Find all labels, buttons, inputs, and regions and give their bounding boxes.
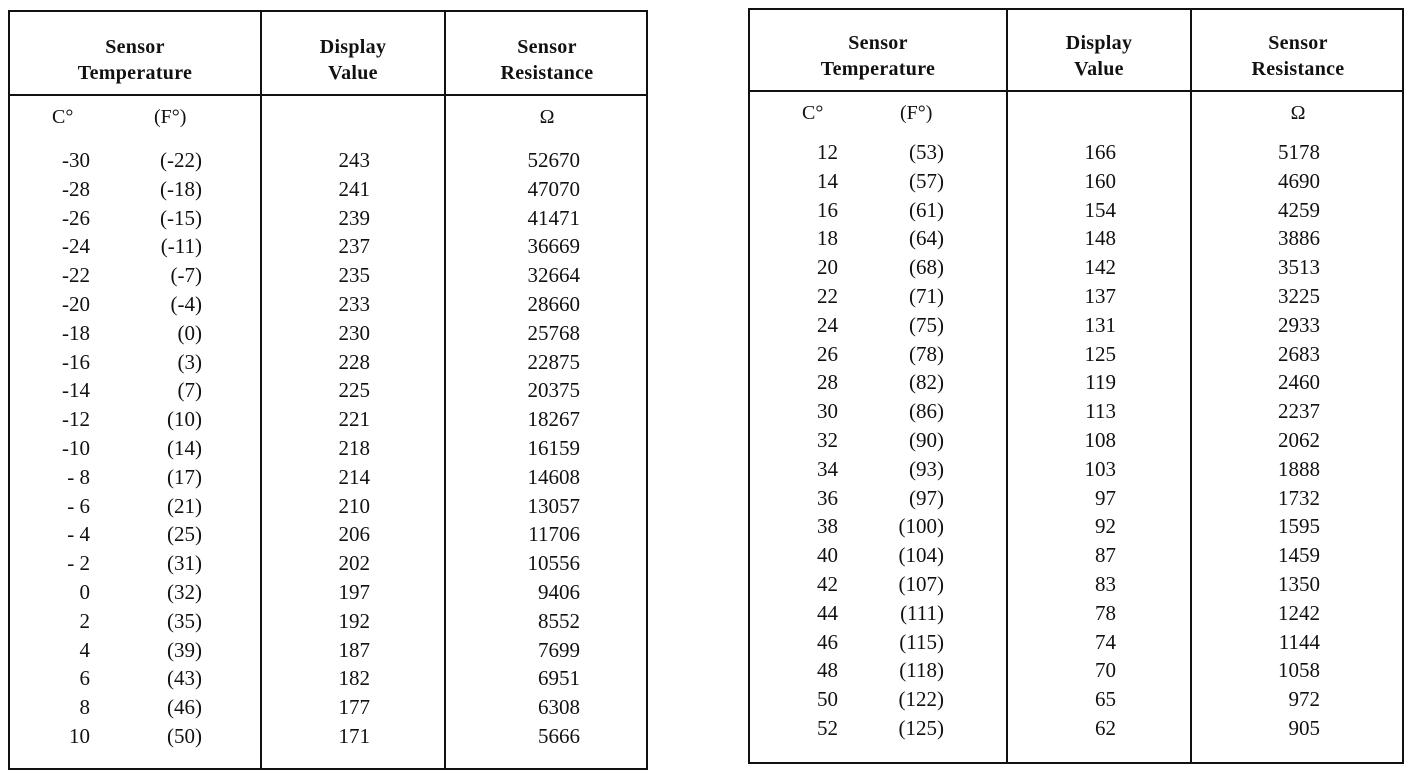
table-row: [750, 484, 1402, 513]
fahrenheit-cell: (32): [167, 580, 202, 604]
fahrenheit-cell: (71): [909, 284, 944, 308]
display-value-cell: 228: [338, 349, 370, 374]
resistance-cell: 47070: [527, 176, 580, 201]
display-value-cell: 237: [338, 234, 370, 259]
resistance-cell: 6308: [538, 695, 580, 720]
display-value-cell: 74: [1095, 629, 1116, 654]
resistance-cell: 2062: [1278, 428, 1320, 452]
table-row: [10, 261, 646, 290]
display-value-cell: 225: [338, 378, 370, 403]
display-value-cell: 241: [338, 176, 370, 201]
header-line: Resistance: [500, 62, 594, 84]
resistance-cell: 11706: [528, 522, 580, 547]
display-value-cell: 171: [338, 724, 370, 748]
resistance-cell: 6951: [538, 666, 580, 691]
fahrenheit-cell: (111): [900, 600, 944, 625]
display-value-cell: 125: [1084, 341, 1116, 366]
table-row: [750, 714, 1402, 743]
fahrenheit-cell: (93): [909, 456, 944, 481]
fahrenheit-cell: (31): [167, 551, 202, 576]
table-row: [750, 541, 1402, 570]
table-row: [10, 348, 646, 377]
fahrenheit-cell: (86): [909, 399, 944, 424]
header-line: Value: [328, 62, 378, 84]
celsius-cell: 40: [817, 543, 838, 568]
table-row: [750, 426, 1402, 455]
display-value-cell: 187: [338, 637, 370, 662]
fahrenheit-cell: (100): [898, 514, 944, 539]
celsius-cell: -18: [62, 320, 90, 345]
header-line: Temperature: [820, 58, 936, 80]
fahrenheit-cell: (125): [898, 716, 944, 740]
resistance-cell: 3225: [1278, 284, 1320, 308]
celsius-cell: - 6: [67, 493, 90, 518]
celsius-cell: 26: [817, 341, 838, 366]
celsius-cell: 34: [817, 456, 838, 481]
resistance-cell: 1459: [1278, 543, 1320, 568]
celsius-cell: 10: [69, 724, 90, 748]
fahrenheit-cell: (68): [909, 255, 944, 280]
unit-ohm: Ω: [539, 106, 555, 128]
fahrenheit-cell: (82): [909, 370, 944, 395]
display-value-cell: 177: [338, 695, 370, 720]
celsius-cell: -30: [62, 148, 90, 172]
temperature-table-right: [748, 8, 1404, 764]
fahrenheit-cell: (53): [909, 140, 944, 164]
celsius-cell: -14: [62, 378, 90, 403]
display-value-cell: 239: [338, 205, 370, 230]
resistance-cell: 28660: [527, 292, 580, 316]
celsius-cell: 12: [817, 140, 838, 164]
display-value-cell: 166: [1084, 140, 1116, 164]
resistance-cell: 14608: [527, 464, 580, 489]
table-row: [10, 693, 646, 722]
display-value-cell: 113: [1085, 399, 1116, 424]
celsius-cell: 28: [817, 370, 838, 395]
celsius-cell: 48: [817, 658, 838, 683]
resistance-cell: 1732: [1278, 485, 1320, 510]
header-line: Resistance: [1251, 58, 1345, 80]
header-line: Sensor: [1268, 32, 1328, 54]
celsius-cell: 50: [817, 687, 838, 712]
fahrenheit-cell: (25): [167, 522, 202, 547]
header-divider: [10, 94, 646, 96]
celsius-cell: 36: [817, 485, 838, 510]
fahrenheit-cell: (75): [909, 312, 944, 337]
table-row: [10, 549, 646, 578]
fahrenheit-cell: (0): [177, 320, 202, 345]
table-row: [10, 578, 646, 607]
fahrenheit-cell: (118): [899, 658, 944, 683]
table-row: [750, 138, 1402, 167]
resistance-cell: 3886: [1278, 226, 1320, 251]
fahrenheit-cell: (21): [167, 493, 202, 518]
resistance-cell: 1144: [1278, 629, 1320, 654]
table-row: [10, 434, 646, 463]
display-value-cell: 235: [338, 263, 370, 288]
resistance-cell: 32664: [527, 263, 580, 288]
resistance-cell: 16159: [527, 436, 580, 460]
fahrenheit-cell: (46): [167, 695, 202, 720]
resistance-cell: 972: [1288, 687, 1320, 712]
celsius-cell: 16: [817, 197, 838, 222]
resistance-cell: 20375: [527, 378, 580, 403]
header-display-value: [262, 34, 444, 86]
fahrenheit-cell: (90): [909, 428, 944, 452]
resistance-cell: 36669: [527, 234, 580, 259]
display-value-cell: 221: [338, 407, 370, 432]
fahrenheit-cell: (64): [909, 226, 944, 251]
table-row: [750, 570, 1402, 599]
display-value-cell: 131: [1084, 312, 1116, 337]
table-row: [750, 368, 1402, 397]
table-row: [750, 311, 1402, 340]
table-row: [10, 175, 646, 204]
celsius-cell: 44: [817, 600, 838, 625]
header-line: Display: [1065, 32, 1133, 54]
fahrenheit-cell: (-7): [170, 263, 202, 288]
table-row: [750, 253, 1402, 282]
celsius-cell: 0: [79, 580, 90, 604]
resistance-cell: 2683: [1278, 341, 1320, 366]
fahrenheit-cell: (-22): [160, 148, 202, 172]
table-row: [750, 397, 1402, 426]
table-row: [750, 656, 1402, 685]
header-line: Sensor: [105, 36, 165, 58]
resistance-cell: 1058: [1278, 658, 1320, 683]
table-row: [10, 204, 646, 233]
fahrenheit-cell: (-18): [160, 176, 202, 201]
display-value-cell: 202: [338, 551, 370, 576]
unit-fahrenheit: (F°): [154, 106, 187, 128]
display-value-cell: 62: [1095, 716, 1116, 740]
resistance-cell: 18267: [527, 407, 580, 432]
fahrenheit-cell: (61): [909, 197, 944, 222]
fahrenheit-cell: (-15): [160, 205, 202, 230]
table-row: [750, 455, 1402, 484]
display-value-cell: 78: [1095, 600, 1116, 625]
celsius-cell: 4: [79, 637, 90, 662]
resistance-cell: 4259: [1278, 197, 1320, 222]
fahrenheit-cell: (7): [177, 378, 202, 403]
display-value-cell: 83: [1095, 572, 1116, 596]
resistance-cell: 4690: [1278, 168, 1320, 193]
header-line: Value: [1074, 58, 1124, 80]
resistance-cell: 1242: [1278, 600, 1320, 625]
display-value-cell: 214: [338, 464, 370, 489]
table-row: [750, 512, 1402, 541]
table-row: [10, 319, 646, 348]
table-row: [750, 599, 1402, 628]
display-value-cell: 92: [1095, 514, 1116, 539]
fahrenheit-cell: (115): [899, 629, 944, 654]
header-divider: [750, 90, 1402, 92]
header-display-value: [1008, 30, 1190, 82]
table-row: [10, 232, 646, 261]
celsius-cell: - 8: [67, 464, 90, 489]
resistance-cell: 1350: [1278, 572, 1320, 596]
table-row: [10, 290, 646, 319]
resistance-cell: 9406: [538, 580, 580, 604]
celsius-cell: 8: [79, 695, 90, 720]
fahrenheit-cell: (17): [167, 464, 202, 489]
celsius-cell: - 2: [67, 551, 90, 576]
display-value-cell: 230: [338, 320, 370, 345]
celsius-cell: 14: [817, 168, 838, 193]
display-value-cell: 142: [1084, 255, 1116, 280]
unit-ohm: Ω: [1290, 102, 1306, 124]
fahrenheit-cell: (39): [167, 637, 202, 662]
table-row: [750, 685, 1402, 714]
resistance-cell: 3513: [1278, 255, 1320, 280]
celsius-cell: 18: [817, 226, 838, 251]
resistance-cell: 2933: [1278, 312, 1320, 337]
resistance-cell: 905: [1288, 716, 1320, 740]
table-row: [750, 628, 1402, 657]
display-value-cell: 154: [1084, 197, 1116, 222]
temperature-table-left: [8, 10, 648, 770]
header-sensor-resistance: [446, 34, 648, 86]
table-row: [750, 224, 1402, 253]
fahrenheit-cell: (104): [898, 543, 944, 568]
resistance-cell: 2460: [1278, 370, 1320, 395]
celsius-cell: 32: [817, 428, 838, 452]
unit-celsius: C°: [52, 106, 74, 128]
header-sensor-temperature: [750, 30, 1006, 82]
fahrenheit-cell: (97): [909, 485, 944, 510]
celsius-cell: -20: [62, 292, 90, 316]
resistance-cell: 8552: [538, 608, 580, 633]
table-row: [750, 282, 1402, 311]
celsius-cell: -26: [62, 205, 90, 230]
celsius-cell: -22: [62, 263, 90, 288]
resistance-cell: 5178: [1278, 140, 1320, 164]
header-line: Sensor: [848, 32, 908, 54]
table-row: [10, 492, 646, 521]
celsius-cell: 6: [79, 666, 90, 691]
fahrenheit-cell: (35): [167, 608, 202, 633]
celsius-cell: -28: [62, 176, 90, 201]
header-sensor-temperature: [10, 34, 260, 86]
table-row: [10, 376, 646, 405]
display-value-cell: 192: [338, 608, 370, 633]
table-row: [750, 167, 1402, 196]
resistance-cell: 25768: [527, 320, 580, 345]
display-value-cell: 97: [1095, 485, 1116, 510]
celsius-cell: 22: [817, 284, 838, 308]
table-row: [10, 463, 646, 492]
display-value-cell: 65: [1095, 687, 1116, 712]
table-row: [10, 405, 646, 434]
table-row: [750, 196, 1402, 225]
resistance-cell: 13057: [527, 493, 580, 518]
celsius-cell: 2: [79, 608, 90, 633]
fahrenheit-cell: (122): [898, 687, 944, 712]
table-row: [10, 607, 646, 636]
fahrenheit-cell: (-4): [170, 292, 202, 316]
fahrenheit-cell: (-11): [160, 234, 202, 259]
resistance-cell: 52670: [527, 148, 580, 172]
header-line: Temperature: [77, 62, 193, 84]
fahrenheit-cell: (78): [909, 341, 944, 366]
header-sensor-resistance: [1192, 30, 1404, 82]
display-value-cell: 87: [1095, 543, 1116, 568]
fahrenheit-cell: (43): [167, 666, 202, 691]
resistance-cell: 41471: [527, 205, 580, 230]
celsius-cell: 46: [817, 629, 838, 654]
table-row: [10, 722, 646, 751]
display-value-cell: 160: [1084, 168, 1116, 193]
display-value-cell: 119: [1085, 370, 1116, 395]
table-row: [10, 520, 646, 549]
display-value-cell: 182: [338, 666, 370, 691]
display-value-cell: 210: [338, 493, 370, 518]
celsius-cell: -16: [62, 349, 90, 374]
display-value-cell: 70: [1095, 658, 1116, 683]
fahrenheit-cell: (10): [167, 407, 202, 432]
display-value-cell: 243: [338, 148, 370, 172]
header-line: Sensor: [517, 36, 577, 58]
celsius-cell: 24: [817, 312, 838, 337]
celsius-cell: 38: [817, 514, 838, 539]
celsius-cell: -12: [62, 407, 90, 432]
celsius-cell: 30: [817, 399, 838, 424]
celsius-cell: 52: [817, 716, 838, 740]
celsius-cell: 42: [817, 572, 838, 596]
display-value-cell: 206: [338, 522, 370, 547]
resistance-cell: 5666: [538, 724, 580, 748]
resistance-cell: 22875: [527, 349, 580, 374]
resistance-cell: 1595: [1278, 514, 1320, 539]
resistance-cell: 1888: [1278, 456, 1320, 481]
fahrenheit-cell: (14): [167, 436, 202, 460]
fahrenheit-cell: (50): [167, 724, 202, 748]
unit-fahrenheit: (F°): [900, 102, 933, 124]
fahrenheit-cell: (57): [909, 168, 944, 193]
display-value-cell: 103: [1084, 456, 1116, 481]
celsius-cell: - 4: [67, 522, 90, 547]
table-row: [10, 636, 646, 665]
display-value-cell: 197: [338, 580, 370, 604]
fahrenheit-cell: (3): [177, 349, 202, 374]
unit-celsius: C°: [802, 102, 824, 124]
header-line: Display: [319, 36, 387, 58]
table-row: [750, 340, 1402, 369]
display-value-cell: 218: [338, 436, 370, 460]
celsius-cell: -10: [62, 436, 90, 460]
table-row: [10, 664, 646, 693]
resistance-cell: 7699: [538, 637, 580, 662]
display-value-cell: 233: [338, 292, 370, 316]
display-value-cell: 137: [1084, 284, 1116, 308]
table-row: [10, 146, 646, 175]
display-value-cell: 108: [1084, 428, 1116, 452]
fahrenheit-cell: (107): [898, 572, 944, 596]
resistance-cell: 10556: [527, 551, 580, 576]
celsius-cell: 20: [817, 255, 838, 280]
resistance-cell: 2237: [1278, 399, 1320, 424]
celsius-cell: -24: [62, 234, 90, 259]
display-value-cell: 148: [1084, 226, 1116, 251]
